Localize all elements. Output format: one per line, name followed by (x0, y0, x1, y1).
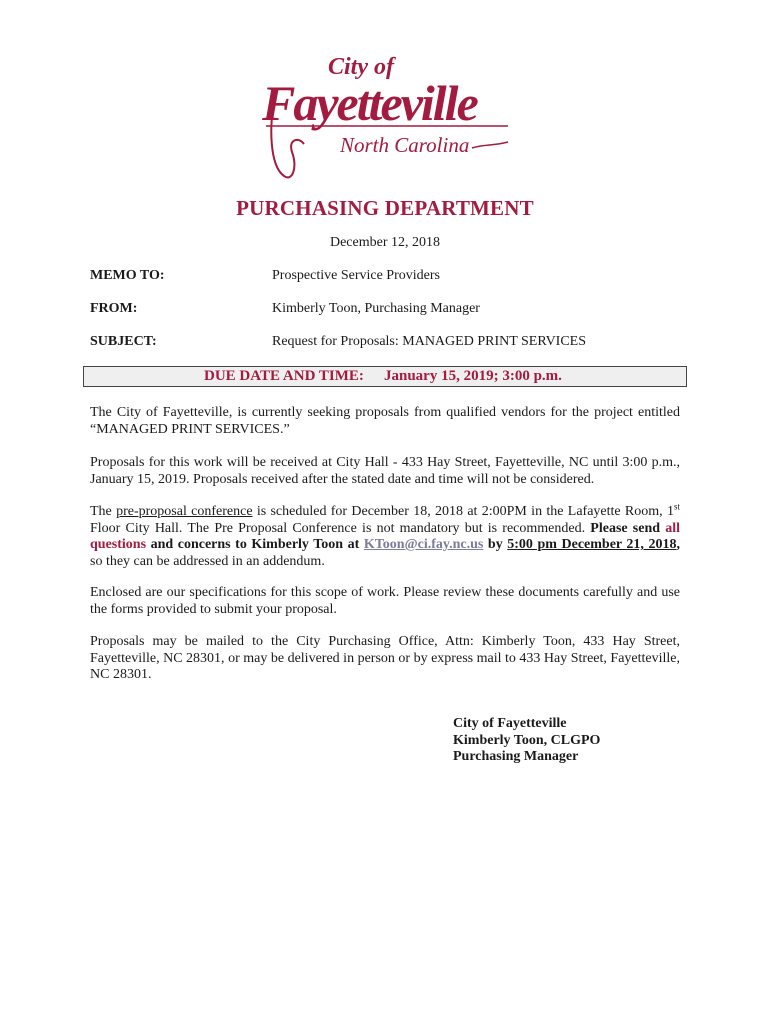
p3-bold-2: and concerns to Kimberly Toon at (146, 537, 364, 552)
p3-comma: , (676, 537, 680, 552)
memo-subject-value: Request for Proposals: MANAGED PRINT SERVICES (272, 334, 587, 349)
pre-proposal-conference-text: pre-proposal conference (116, 504, 253, 519)
svg-text:Fayetteville: Fayetteville (262, 75, 477, 131)
department-title: PURCHASING DEPARTMENT (236, 196, 534, 220)
city-of-fayetteville-logo (258, 48, 520, 188)
memo-from-value: Kimberly Toon, Purchasing Manager (272, 301, 480, 316)
paragraph-mailing: Proposals may be mailed to the City Purchasing Office, Attn: Kimberly Toon, 433 Hay Street, Fayetteville, NC 28301, or may be delivered in person or by express mail to 433 Hay Street, Fayetteville, NC 28301. (90, 634, 680, 682)
memo-date: December 12, 2018 (329, 235, 441, 250)
signature-block (453, 716, 600, 766)
svg-text:City of: City of (328, 54, 394, 80)
due-date-value: January 15, 2019; 3:00 p.m. (384, 368, 562, 384)
paragraph-conference (90, 501, 681, 570)
signature-line-title: Purchasing Manager (453, 749, 579, 764)
svg-text:North Carolina: North Carolina (340, 133, 470, 157)
signature-line-city: City of Fayetteville (453, 716, 567, 731)
p3-text-d: so they can be addressed in an addendum. (90, 553, 325, 569)
paragraph-intro: The City of Fayetteville, is currently seeking proposals from qualified vendors for the project entitled “MANAGED PRINT SERVICES.” (90, 405, 680, 437)
p3-bold-3: by (483, 537, 508, 552)
due-date-label: DUE DATE AND TIME: (204, 368, 364, 384)
question-deadline: 5:00 pm December 21, 2018 (507, 537, 677, 552)
p3-text-a: The (90, 504, 117, 519)
all-questions-text: all questions (90, 520, 681, 552)
p3-bold-1: Please send (590, 520, 666, 536)
signature-line-name: Kimberly Toon, CLGPO (453, 732, 601, 748)
p3-text-c: Floor City Hall. The Pre Proposal Conference is not mandatory but is recommended. (90, 520, 591, 536)
memo-subject-label: SUBJECT: (90, 334, 157, 349)
due-date-box (83, 366, 687, 387)
paragraph-specifications: Enclosed are our specifications for this scope of work. Please review these documents carefully and use the forms provided to submit your proposal. (90, 585, 680, 617)
memo-from-label: FROM: (90, 301, 138, 316)
memo-to-value: Prospective Service Providers (272, 268, 440, 283)
p3-text-b: is scheduled for December 18, 2018 at 2:00PM in the Lafayette Room, 1 (252, 504, 674, 519)
p3-sup: st (673, 501, 680, 512)
memo-to-label: MEMO TO: (90, 268, 165, 283)
email-link[interactable]: KToon@ci.fay.nc.us (363, 537, 484, 552)
paragraph-submission: Proposals for this work will be received at City Hall - 433 Hay Street, Fayetteville, NC until 3:00 p.m., January 15, 2019. Proposals received after the stated date and time will not be considered. (90, 455, 680, 487)
